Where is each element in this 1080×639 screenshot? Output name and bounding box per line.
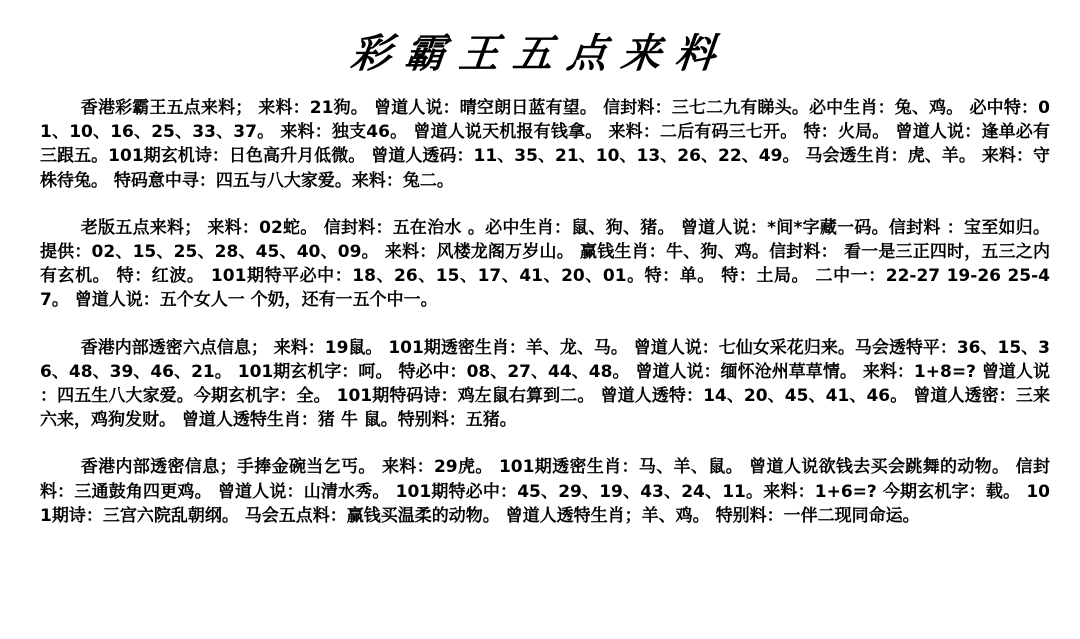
page-title: 彩霸王五点来料 — [348, 30, 732, 77]
paragraph-hk-five-point: 香港彩霸王五点来料； 来料：21狗。 曾道人说：晴空朗日蓝有望。 信封料：三七二九有睇头。必中生肖：兔、鸡。 必中特：01、10、16、25、33、37。 来料：独支46。 曾道人说天机报有钱拿。 来料：二后有码三七开。 特：火局。 曾道人说：逢单必有三跟五。101期玄机诗：日色高升月低微。 曾道人透码：11、35、21、10、13、26、22、49。 马会透生肖：虎、羊。 来料：守株待兔。 特码意中寻：四五与八大家爱。来料：兔二。 — [40, 98, 1050, 191]
paragraph-hk-internal-six-point: 香港内部透密六点信息； 来料：19鼠。 101期透密生肖：羊、龙、马。 曾道人说：七仙女采花归来。马会透特平：36、15、36、48、39、46、21。 101期玄机字：呵。 特必中：08、27、44、48。 曾道人说：缅怀沧州草草情。 来料：1+8=? 曾道人说 ：四五生八大家爱。今期玄机字：全。 101期特码诗：鸡左鼠右算到二。 曾道人透特：14、20、45、41、46。 曾道人透密：三来六来，鸡狗发财。 曾道人透特生肖：猪 牛 鼠。特别料：五猪。 — [40, 337, 1050, 431]
paragraph-hk-internal-info: 香港内部透密信息；手捧金碗当乞丐。 来料：29虎。 101期透密生肖：马、羊、鼠。 曾道人说欲钱去买会跳舞的动物。 信封料：三通鼓角四更鸡。 曾道人说：山清水秀。 101期特必中：45、29、19、43、24、11。来料：1+6=? 今期玄机字：载。 101期诗：三宫六院乱朝纲。 马会五点料：赢钱买温柔的动物。 曾道人透特生肖；羊、鸡。 特别料：一伴二现同命运。 — [40, 457, 1050, 526]
document-body — [40, 96, 1050, 528]
paragraph-old-version-five-point: 老版五点来料； 来料：02蛇。 信封料：五在治水 。必中生肖：鼠、狗、猪。 曾道人说：*间*字藏一码。信封料 ：宝至如归。 提供：02、15、25、28、45、40、09。 来料：风楼龙阁万岁山。 赢钱生肖：牛、狗、鸡。信封料： 看一是三正四时，五三之内有玄机。 特：红波。 101期特平必中：18、26、15、17、41、20、01。特：单。 特：土局。 二中一：22-27 19-26 25-47。 曾道人说：五个女人一 个奶，还有一五个中一。 — [40, 217, 1050, 311]
